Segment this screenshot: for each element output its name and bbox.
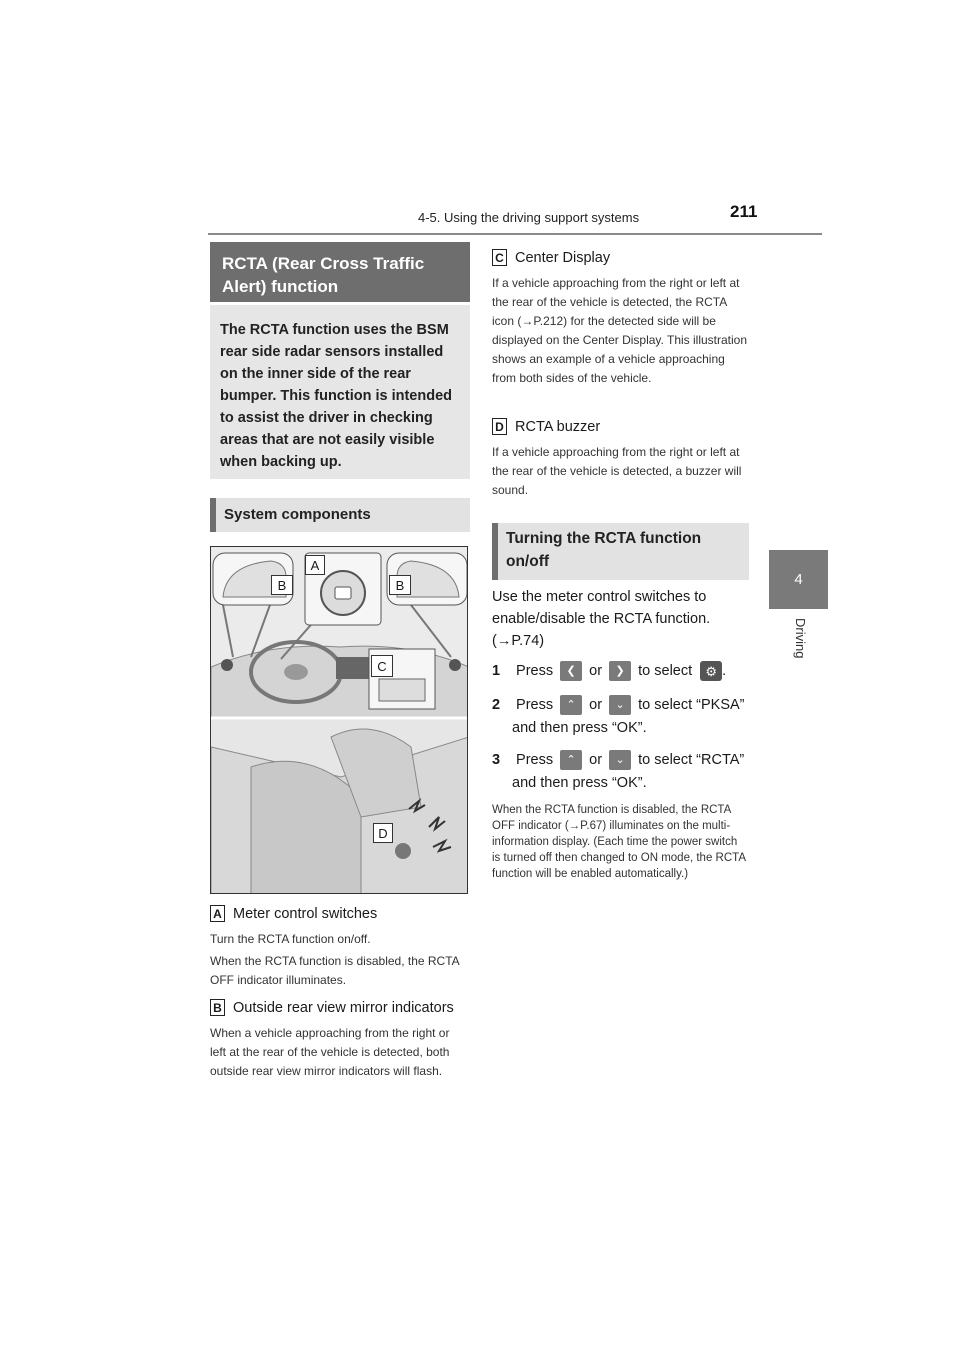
item-b-text: When a vehicle approaching from the right or left at the rear of the vehicle is detected, both outside rear view mirror indicators will flash. — [210, 1026, 450, 1078]
step-3-end: and then press “OK”. — [512, 775, 647, 791]
up-arrow-icon: ⌃ — [560, 695, 582, 715]
step-1-pre: Press — [516, 663, 554, 679]
intro-text: The RCTA function uses the BSM rear side radar sensors installed on the inner side of the rear bumper. This function is intended to assist the driver in checking areas that are not easily visible when backing up. — [210, 305, 470, 479]
step-1-or: or — [589, 663, 603, 679]
use-text: Use the meter control switches to enable/disable the RCTA function. (→P.74) — [492, 589, 711, 649]
item-a-heading — [210, 905, 377, 922]
right-arrow-icon: ❯ — [609, 661, 631, 681]
step-2 — [492, 694, 752, 740]
left-arrow-icon: ❮ — [560, 661, 582, 681]
item-b-heading — [210, 999, 454, 1016]
letter-d: D — [492, 418, 507, 435]
section-heading-rcta: RCTA (Rear Cross Traffic Alert) function — [210, 242, 470, 302]
up-arrow-icon: ⌃ — [560, 750, 582, 770]
step-2-or: or — [589, 697, 603, 713]
item-d-text: If a vehicle approaching from the right or left at the rear of the vehicle is detected, a buzzer will sound. — [492, 445, 742, 497]
step-1 — [492, 660, 752, 683]
item-c-heading — [492, 249, 610, 266]
item-a-text1: Turn the RCTA function on/off. — [210, 932, 371, 946]
item-d-title: RCTA buzzer — [515, 418, 601, 435]
figure-label-b-right: B — [389, 575, 411, 595]
item-b-title: Outside rear view mirror indicators — [233, 999, 454, 1016]
section-heading-components: System components — [210, 498, 470, 532]
letter-b: B — [210, 999, 225, 1016]
step-1-number: 1 — [492, 663, 501, 679]
header-rule — [208, 233, 822, 235]
item-c-title: Center Display — [515, 249, 611, 266]
figure-label-b-left: B — [271, 575, 293, 595]
letter-c: C — [492, 249, 507, 266]
section-heading-toggle: Turning the RCTA function on/off — [492, 523, 749, 580]
step-2-post: to select “PKSA” — [638, 697, 745, 713]
step-2-number: 2 — [492, 697, 501, 713]
gear-icon: ⚙ — [700, 661, 722, 681]
item-a-text2: When the RCTA function is disabled, the RCTA OFF indicator illuminates. — [210, 954, 460, 987]
letter-a: A — [210, 905, 225, 922]
step-3 — [492, 749, 752, 795]
running-header: 4-5. Using the driving support systems — [418, 210, 640, 225]
step-3-post: to select “RCTA” — [638, 752, 745, 768]
step-2-pre: Press — [516, 697, 554, 713]
step-3-pre: Press — [516, 752, 554, 768]
item-a-title: Meter control switches — [233, 905, 378, 922]
chapter-label: Driving — [793, 618, 808, 659]
down-arrow-icon: ⌄ — [609, 750, 631, 770]
note-text: When the RCTA function is disabled, the RCTA OFF indicator (→P.67) illuminates on the multi-information display. (Each time the power switch is turned off then changed to ON mode, the RCTA function will be enabled automatically.) — [492, 804, 746, 880]
step-3-or: or — [589, 752, 603, 768]
figure-label-c: C — [371, 655, 393, 677]
step-2-end: and then press “OK”. — [512, 720, 647, 736]
down-arrow-icon: ⌄ — [609, 695, 631, 715]
chapter-tab: 4 — [769, 550, 828, 609]
system-components-figure — [210, 546, 468, 894]
page-number: 211 — [730, 202, 758, 221]
figure-label-d: D — [373, 823, 393, 843]
car-illustration — [211, 547, 468, 894]
figure-label-a: A — [305, 555, 325, 575]
item-d-heading — [492, 418, 600, 435]
step-3-number: 3 — [492, 752, 501, 768]
step-1-post: to select — [638, 663, 693, 679]
item-c-text: If a vehicle approaching from the right or left at the rear of the vehicle is detected, the RCTA icon (→P.212) for the detected side will be displayed on the Center Display. This illustration shows an example of a vehicle approaching from both sides of the vehicle. — [492, 276, 748, 385]
step-1-end: . — [722, 663, 727, 679]
